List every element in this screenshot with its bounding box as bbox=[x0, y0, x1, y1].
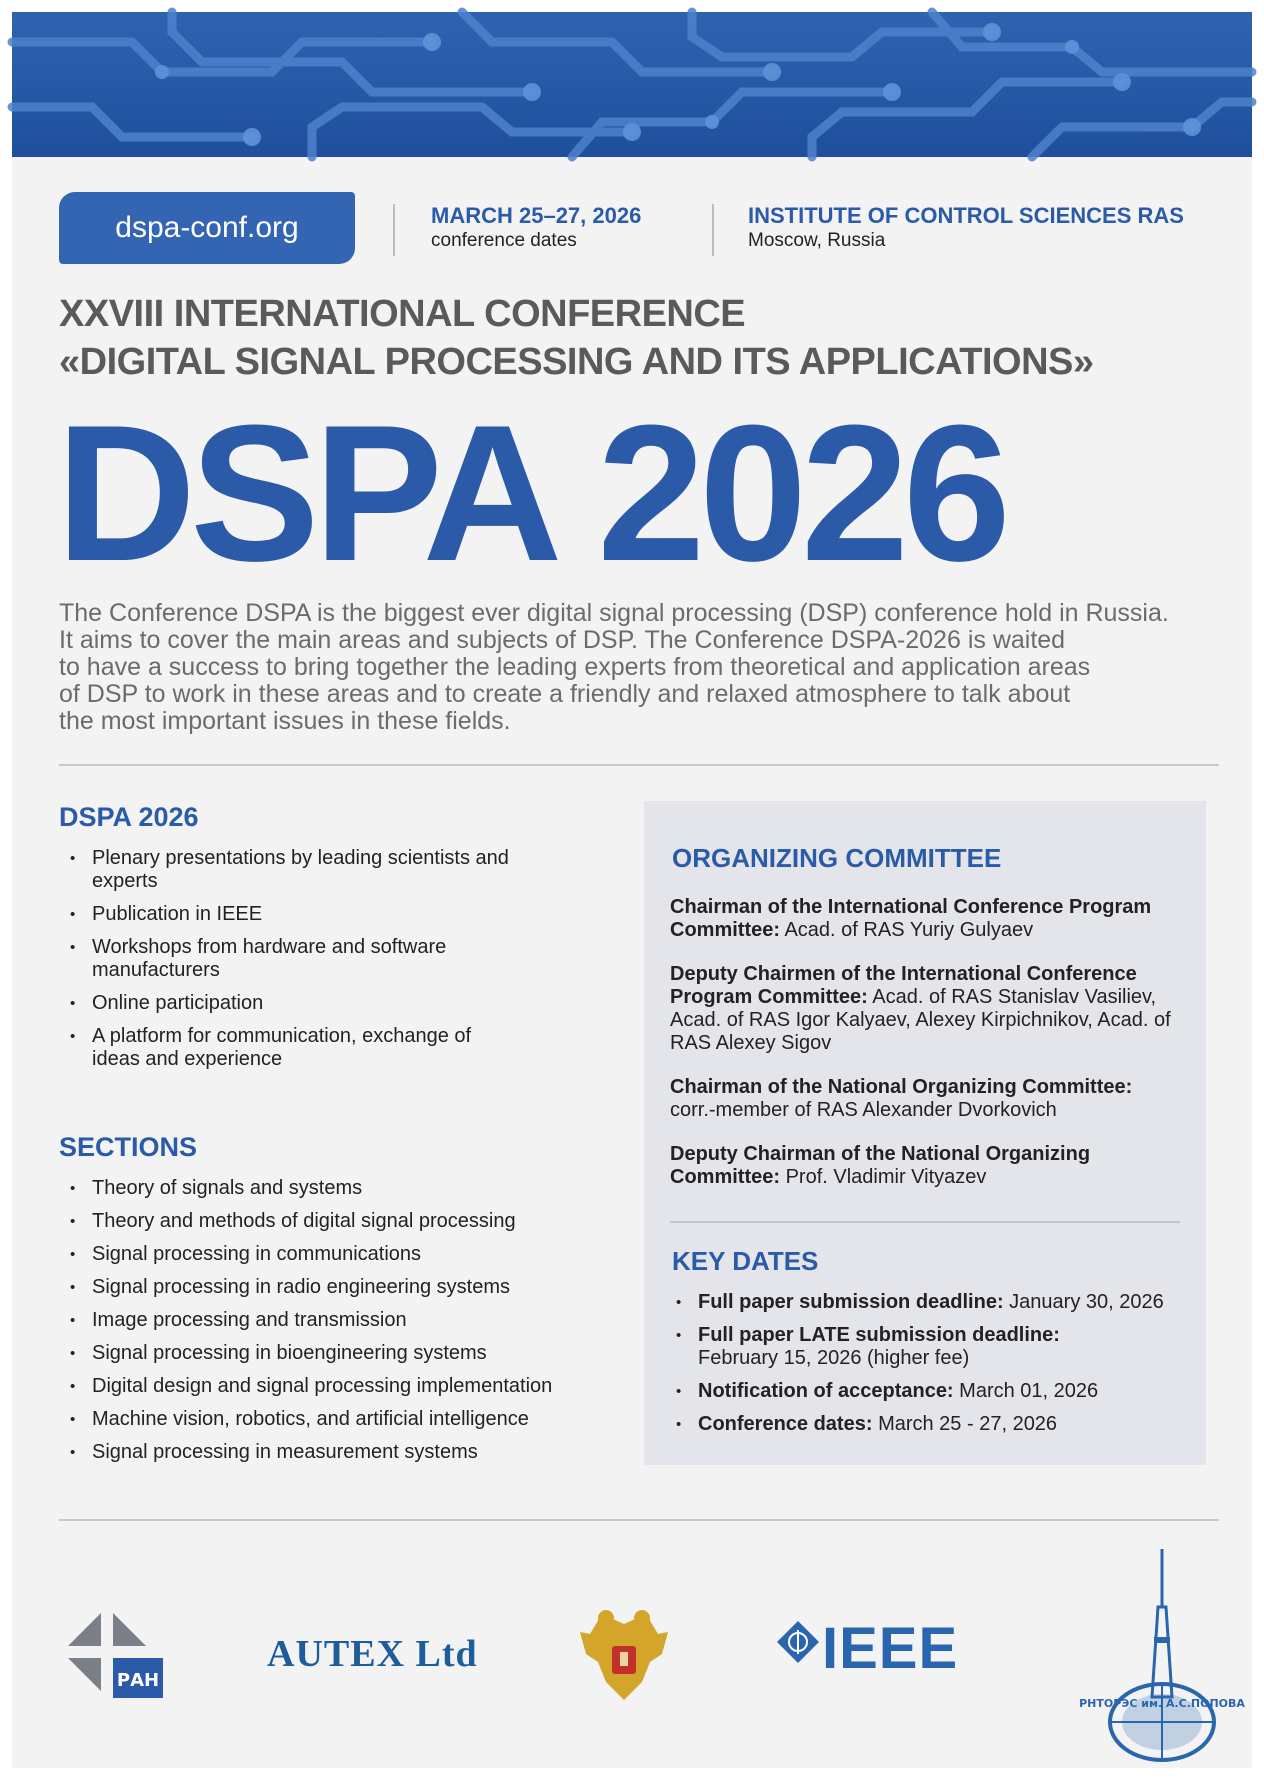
header-divider bbox=[393, 204, 395, 256]
ras-logo-icon bbox=[57, 1602, 167, 1702]
committee-role: Deputy Chairman of the National Organizing Committee: bbox=[670, 1143, 1091, 1188]
committee-entry bbox=[670, 963, 1180, 1055]
list-item: • Theory of signals and systems bbox=[70, 1177, 610, 1200]
circuit-pattern-icon bbox=[12, 12, 1252, 157]
sections-title: SECTIONS bbox=[59, 1132, 198, 1162]
rntores-text: РНТОРЭС им. А.С.ПОПОВА bbox=[1079, 1697, 1245, 1710]
dates-subtitle: conference dates bbox=[431, 230, 577, 251]
committee-panel bbox=[644, 801, 1206, 1465]
key-dates-title: KEY DATES bbox=[672, 1246, 819, 1276]
key-date-value: March 25 - 27, 2026 bbox=[878, 1413, 1058, 1435]
autex-logo: AUTEX Ltd bbox=[267, 1633, 478, 1675]
key-date-label: Full paper submission deadline: bbox=[698, 1291, 1004, 1313]
list-item: • Signal processing in measurement systems bbox=[70, 1441, 610, 1464]
poster-page bbox=[12, 12, 1252, 1768]
list-item: • Signal processing in radio engineering systems bbox=[70, 1276, 610, 1299]
conference-title-line1: XXVIII INTERNATIONAL CONFERENCE bbox=[59, 293, 746, 335]
list-item: • Online participation bbox=[70, 992, 510, 1015]
list-item: • Signal processing in communications bbox=[70, 1243, 610, 1266]
key-date-label: Full paper LATE submission deadline: bbox=[698, 1324, 1060, 1346]
key-date-value: February 15, 2026 (higher fee) bbox=[698, 1347, 970, 1369]
committee-title: ORGANIZING COMMITTEE bbox=[672, 843, 1002, 873]
list-item: • Theory and methods of digital signal processing bbox=[70, 1210, 610, 1233]
committee-names: Acad. of RAS Stanislav Vasiliev, Acad. of RAS Igor Kalyaev, Alexey Kirpichnikov, Acad. of RAS Alexey Sigov bbox=[670, 986, 1171, 1054]
divider bbox=[59, 764, 1219, 766]
features-title: DSPA 2026 bbox=[59, 802, 199, 832]
header-divider bbox=[712, 204, 714, 256]
panel-divider bbox=[670, 1221, 1180, 1223]
key-dates-list bbox=[676, 1291, 1186, 1436]
intro-line: to have a success to bring together the leading experts from theoretical and application areas bbox=[59, 653, 1091, 681]
double-eagle-icon bbox=[572, 1604, 676, 1708]
intro-line: It aims to cover the main areas and subjects of DSP. The Conference DSPA-2026 is waited bbox=[59, 626, 1066, 654]
key-date-item bbox=[676, 1291, 1186, 1314]
committee-entry bbox=[670, 896, 1180, 942]
key-date-item bbox=[676, 1324, 1186, 1370]
list-item: • A platform for communication, exchange of ideas and experience bbox=[70, 1025, 490, 1071]
intro-paragraph bbox=[59, 600, 1229, 735]
list-item: • Plenary presentations by leading scientists and experts bbox=[70, 847, 510, 893]
divider bbox=[59, 1519, 1219, 1521]
ieee-emblem bbox=[776, 1620, 820, 1664]
committee-role: Chairman of the International Conference Program Committee: bbox=[670, 896, 1152, 941]
committee-names: corr.-member of RAS Alexander Dvorkovich bbox=[670, 1099, 1057, 1121]
key-date-item bbox=[676, 1413, 1186, 1436]
committee-names: Prof. Vladimir Vityazev bbox=[785, 1166, 987, 1188]
ras-logo-text: РАН bbox=[116, 1670, 160, 1691]
committee-role: Deputy Chairmen of the International Conference Program Committee: bbox=[670, 963, 1137, 1008]
venue-subtitle: Moscow, Russia bbox=[748, 230, 886, 251]
key-date-label: Conference dates: bbox=[698, 1413, 873, 1435]
circuit-banner bbox=[12, 12, 1252, 157]
key-date-label: Notification of acceptance: bbox=[698, 1380, 954, 1402]
list-item: • Workshops from hardware and software manufacturers bbox=[70, 936, 490, 982]
key-date-value: January 30, 2026 bbox=[1009, 1291, 1164, 1313]
ieee-diamond-icon bbox=[776, 1620, 820, 1664]
committee-role: Chairman of the National Organizing Committee: bbox=[670, 1076, 1133, 1098]
list-item: • Machine vision, robotics, and artificial intelligence bbox=[70, 1408, 610, 1431]
conference-title-line2: «DIGITAL SIGNAL PROCESSING AND ITS APPLICATIONS» bbox=[59, 341, 1094, 383]
venue-title: INSTITUTE OF CONTROL SCIENCES RAS bbox=[748, 203, 1184, 228]
website-link[interactable]: dspa-conf.org bbox=[59, 192, 355, 264]
ras-ipu-logo bbox=[57, 1602, 167, 1702]
features-list bbox=[70, 847, 510, 1071]
intro-line: of DSP to work in these areas and to create a friendly and relaxed atmosphere to talk about bbox=[59, 680, 1071, 708]
list-item: • Signal processing in bioengineering systems bbox=[70, 1342, 610, 1365]
key-date-item bbox=[676, 1380, 1186, 1403]
sections-list bbox=[70, 1177, 610, 1464]
ieee-logo-text: IEEE bbox=[822, 1616, 959, 1681]
big-title: DSPA 2026 bbox=[56, 385, 1005, 602]
tower-icon bbox=[1079, 1547, 1245, 1767]
key-date-value: March 01, 2026 bbox=[959, 1380, 1099, 1402]
committee-entry bbox=[670, 1143, 1180, 1189]
russia-emblem-logo bbox=[572, 1604, 676, 1708]
committee-entry bbox=[670, 1076, 1180, 1122]
list-item: • Publication in IEEE bbox=[70, 903, 510, 926]
intro-line: The Conference DSPA is the biggest ever digital signal processing (DSP) conference hold in Russia. bbox=[59, 599, 1169, 627]
dates-title: MARCH 25–27, 2026 bbox=[431, 203, 642, 228]
list-item: • Digital design and signal processing implementation bbox=[70, 1375, 610, 1398]
intro-line: the most important issues in these fields. bbox=[59, 707, 511, 735]
rntores-logo bbox=[1079, 1547, 1245, 1767]
list-item: • Image processing and transmission bbox=[70, 1309, 610, 1332]
committee-names: Acad. of RAS Yuriy Gulyaev bbox=[784, 919, 1034, 941]
